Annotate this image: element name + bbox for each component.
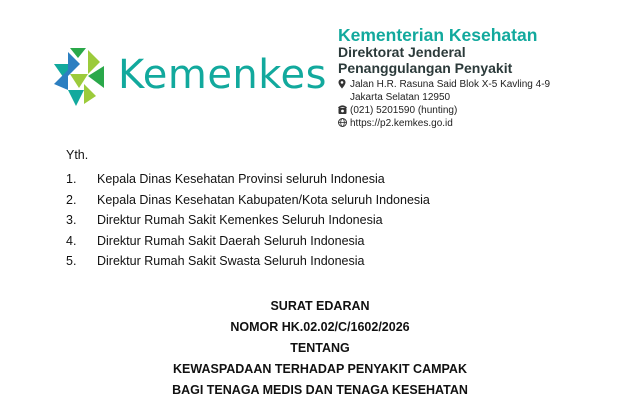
salutation: Yth. [66, 148, 89, 162]
kemenkes-logo-icon [50, 44, 108, 110]
directorate-general-line2: Penanggulangan Penyakit [338, 60, 513, 76]
document-type: SURAT EDARAN [270, 299, 370, 313]
recipient-number: 3. [66, 213, 77, 227]
phone-number: (021) 5201590 (hunting) [350, 104, 458, 116]
brand-wordmark: Kemenkes [118, 52, 327, 98]
recipient-item [66, 210, 430, 231]
document-number: NOMOR HK.02.02/C/1602/2026 [230, 320, 410, 334]
recipient-list [66, 169, 430, 272]
subject-line2: BAGI TENAGA MEDIS DAN TENAGA KESEHATAN [172, 383, 468, 397]
subject-label: TENTANG [290, 341, 350, 355]
recipient-item [66, 231, 430, 252]
recipients-block [66, 147, 430, 272]
recipient-item [66, 190, 430, 211]
phone-icon [338, 105, 347, 118]
recipient-number: 4. [66, 233, 77, 248]
directorate-general-line1: Direktorat Jenderal [338, 44, 466, 60]
recipient-text: Direktur Rumah Sakit Daerah Seluruh Indonesia [97, 233, 365, 248]
recipient-number: 5. [66, 254, 77, 268]
recipient-number: 1. [66, 172, 77, 186]
subject-line1: KEWASPADAAN TERHADAP PENYAKIT CAMPAK [172, 362, 467, 376]
globe-icon [338, 118, 347, 130]
recipient-text: Direktur Rumah Sakit Kemenkes Seluruh Indonesia [97, 213, 383, 227]
recipient-number: 2. [66, 192, 77, 207]
recipient-text: Kepala Dinas Kesehatan Provinsi seluruh Indonesia [97, 172, 385, 186]
circular-heading [0, 296, 640, 401]
website-link[interactable]: https://p2.kemkes.go.id [350, 117, 453, 129]
ministry-name: Kementerian Kesehatan [338, 25, 538, 45]
address-line2: Jakarta Selatan 12950 [350, 92, 451, 103]
address-line1: Jalan H.R. Rasuna Said Blok X-5 Kavling 4-9 [350, 79, 551, 90]
recipient-text: Kepala Dinas Kesehatan Kabupaten/Kota seluruh Indonesia [97, 192, 430, 207]
location-pin-icon [338, 79, 347, 92]
recipient-text: Direktur Rumah Sakit Swasta Seluruh Indonesia [97, 254, 365, 268]
recipient-item [66, 169, 430, 190]
letterhead-organization [338, 26, 638, 130]
recipient-item [66, 251, 430, 272]
contact-block [338, 79, 638, 130]
